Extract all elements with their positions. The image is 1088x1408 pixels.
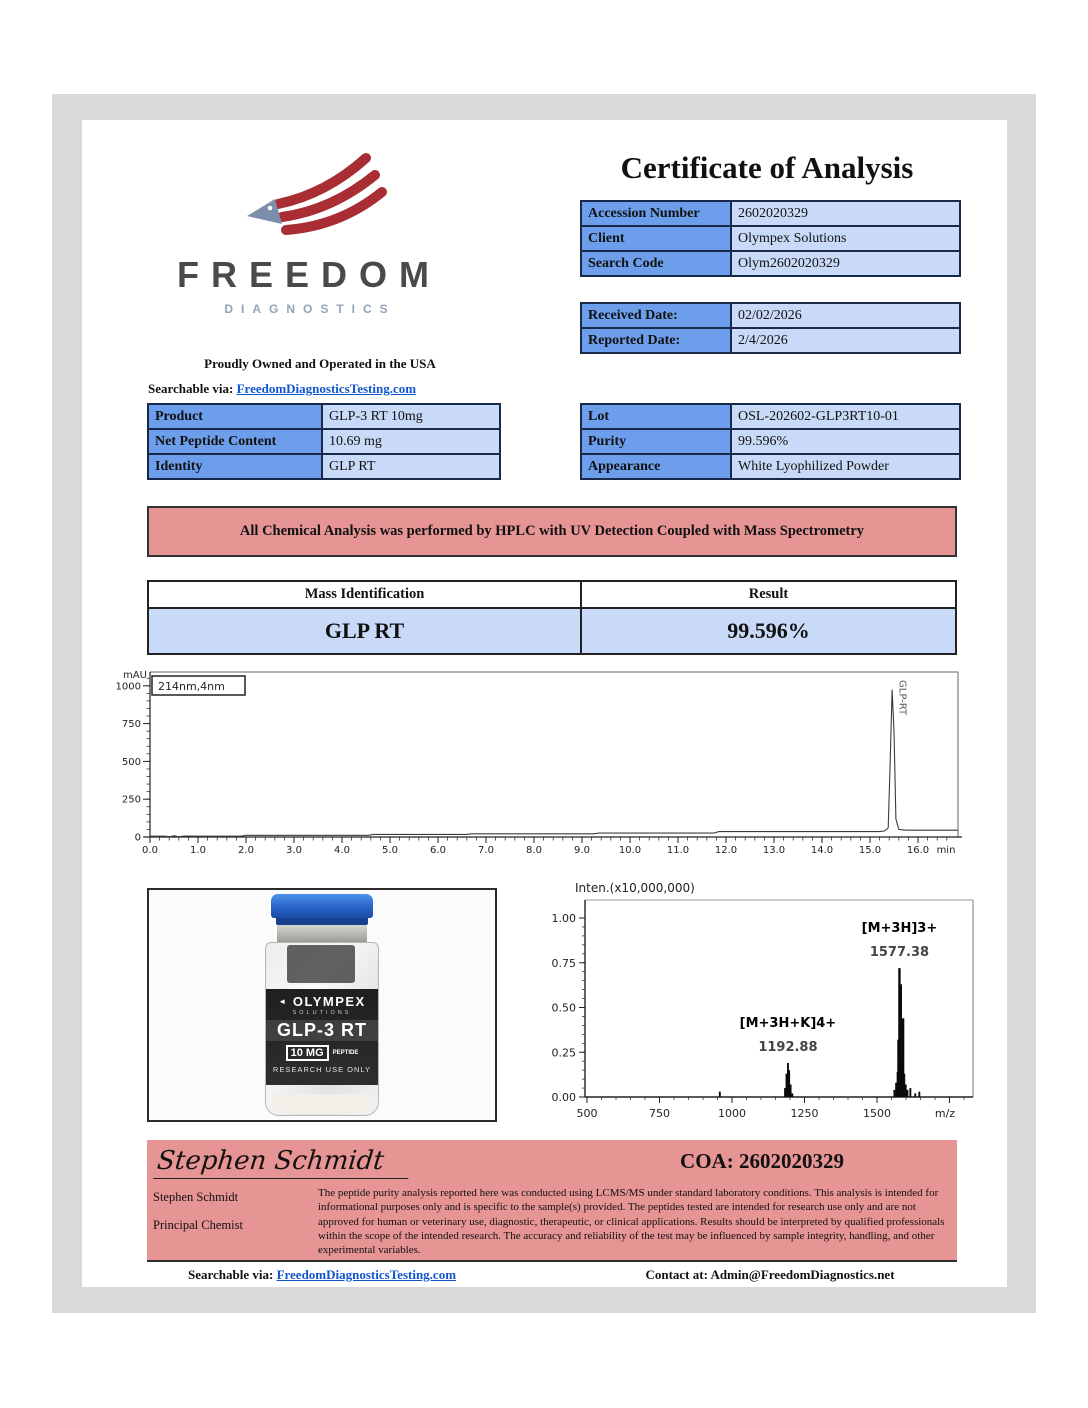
row-label: Purity [582, 430, 732, 453]
footer-contact: Contact at: Admin@FreedomDiagnostics.net [645, 1267, 895, 1282]
vial-product-name: GLP-3 RT [266, 1020, 378, 1041]
vial-body [265, 942, 379, 1116]
product-vial-photo [147, 888, 497, 1122]
table-row [149, 453, 499, 478]
row-value: GLP-3 RT 10mg [323, 405, 499, 428]
svg-text:m/z: m/z [934, 1107, 956, 1120]
vial-brand-mark-icon: ◄ [278, 997, 288, 1006]
logo-brand-text: FREEDOM [177, 254, 441, 295]
vial [264, 894, 380, 1120]
row-label: Reported Date: [582, 329, 732, 352]
eagle-flag-logo-icon [234, 150, 404, 255]
signature-script: Stephen Schmidt [153, 1146, 411, 1179]
vial-dose-row [266, 1045, 378, 1061]
table-row [582, 327, 959, 352]
method-banner [147, 506, 957, 557]
svg-text:500: 500 [121, 756, 141, 768]
row-label: Product [149, 405, 323, 428]
footer-searchable-link[interactable]: FreedomDiagnosticsTesting.com [276, 1267, 457, 1282]
svg-text:5.0: 5.0 [382, 845, 398, 856]
result-mass-value: GLP RT [149, 609, 582, 653]
svg-text:1500: 1500 [863, 1107, 891, 1120]
result-data-row [149, 609, 955, 653]
svg-text:16.0: 16.0 [906, 845, 930, 856]
row-label: Accession Number [582, 202, 732, 225]
vial-brand: ◄ OLYMPEX [278, 994, 366, 1009]
mass-spectrum-chart [540, 880, 985, 1125]
result-header-result: Result [748, 586, 789, 602]
result-header-row [149, 582, 955, 609]
vial-cap-rim [276, 918, 368, 925]
svg-text:1.0: 1.0 [190, 845, 206, 856]
svg-text:min: min [936, 845, 956, 856]
vial-dose: 10 MG [286, 1045, 329, 1061]
vial-type: PEPTIDE [332, 1050, 359, 1056]
page-title: Certificate of Analysis [620, 150, 914, 185]
signer-name: Stephen Schmidt [153, 1190, 239, 1204]
svg-text:GLP-RT: GLP-RT [896, 680, 908, 716]
svg-text:10.0: 10.0 [618, 845, 642, 856]
row-value: Olympex Solutions [732, 227, 959, 250]
table-row [149, 405, 499, 428]
svg-text:750: 750 [121, 719, 141, 731]
vial-powder [272, 1094, 372, 1114]
svg-text:500: 500 [576, 1107, 598, 1120]
vial-cap [271, 894, 373, 918]
row-label: Net Peptide Content [149, 430, 323, 453]
vial-stopper [287, 945, 355, 983]
svg-text:750: 750 [649, 1107, 670, 1120]
vial-brand-sub: SOLUTIONS [292, 1010, 352, 1016]
svg-text:7.0: 7.0 [478, 845, 494, 856]
row-value: 02/02/2026 [732, 304, 959, 327]
row-value: 99.596% [732, 430, 959, 453]
svg-text:9.0: 9.0 [574, 845, 590, 856]
table-row [582, 428, 959, 453]
row-label: Lot [582, 405, 732, 428]
vial-research-note: RESEARCH USE ONLY [272, 1065, 372, 1074]
row-label: Search Code [582, 252, 732, 275]
table-row [149, 428, 499, 453]
svg-text:Inten.(x10,000,000): Inten.(x10,000,000) [575, 881, 695, 895]
svg-text:2.0: 2.0 [238, 845, 254, 856]
tagline-text: Proudly Owned and Operated in the USA [204, 356, 436, 371]
footer-searchable-label: Searchable via: [187, 1267, 274, 1282]
svg-text:1192.88: 1192.88 [758, 1039, 818, 1055]
row-label: Received Date: [582, 304, 732, 327]
table-row [582, 304, 959, 327]
logo-sub-text: DIAGNOSTICS [224, 302, 396, 316]
mass-identification-table [147, 580, 957, 655]
svg-text:4.0: 4.0 [334, 845, 350, 856]
searchable-line [148, 381, 416, 397]
svg-text:mAU: mAU [123, 670, 147, 681]
row-value: White Lyophilized Powder [732, 455, 959, 478]
row-value: 2602020329 [732, 202, 959, 225]
signature-block [147, 1140, 957, 1262]
dates-table [580, 302, 961, 354]
svg-text:214nm,4nm: 214nm,4nm [158, 680, 225, 693]
svg-text:[M+3H]3+: [M+3H]3+ [861, 921, 938, 937]
row-label: Identity [149, 455, 323, 478]
hplc-chromatogram [100, 668, 980, 868]
svg-text:12.0: 12.0 [714, 845, 738, 856]
searchable-label: Searchable via: [148, 381, 234, 396]
certificate-page [82, 120, 1007, 1287]
vial-crimp-band [277, 925, 367, 942]
searchable-link[interactable]: FreedomDiagnosticsTesting.com [236, 381, 417, 396]
svg-text:1250: 1250 [790, 1107, 819, 1120]
svg-text:0.75: 0.75 [551, 956, 576, 970]
svg-text:0.50: 0.50 [551, 1001, 576, 1015]
svg-text:13.0: 13.0 [762, 845, 786, 856]
svg-text:11.0: 11.0 [666, 845, 690, 856]
svg-text:1000: 1000 [115, 681, 141, 693]
method-banner-text: All Chemical Analysis was performed by HPLC with UV Detection Coupled with Mass Spectrometry [239, 523, 865, 539]
svg-text:0: 0 [134, 832, 141, 844]
row-label: Client [582, 227, 732, 250]
table-row [582, 405, 959, 428]
coa-number: COA: 2602020329 [680, 1149, 844, 1173]
svg-text:14.0: 14.0 [810, 845, 834, 856]
vial-label [266, 989, 378, 1085]
svg-text:1.00: 1.00 [551, 912, 576, 925]
row-value: 2/4/2026 [732, 329, 959, 352]
svg-text:0.25: 0.25 [551, 1046, 576, 1060]
svg-text:8.0: 8.0 [526, 845, 542, 856]
table-row [582, 202, 959, 225]
svg-text:6.0: 6.0 [430, 845, 446, 856]
row-value: OSL-202602-GLP3RT10-01 [732, 405, 959, 428]
svg-text:0.0: 0.0 [142, 845, 158, 856]
svg-text:0.00: 0.00 [551, 1091, 576, 1104]
svg-text:1000: 1000 [718, 1107, 746, 1120]
svg-text:1577.38: 1577.38 [869, 945, 930, 961]
table-row [582, 250, 959, 275]
result-header-mass: Mass Identification [149, 582, 582, 607]
lot-table [580, 403, 961, 480]
svg-text:250: 250 [121, 794, 141, 806]
table-row [582, 453, 959, 478]
accession-table [580, 200, 961, 277]
result-purity-value: 99.596% [727, 618, 810, 643]
svg-text:[M+3H+K]4+: [M+3H+K]4+ [739, 1015, 837, 1031]
svg-text:3.0: 3.0 [286, 845, 302, 856]
page-background-mat [52, 94, 1036, 1313]
row-value: 10.69 mg [323, 430, 499, 453]
table-row [582, 225, 959, 250]
row-value: Olym2602020329 [732, 252, 959, 275]
product-table [147, 403, 501, 480]
disclaimer-text: The peptide purity analysis reported here was conducted using LCMS/MS under standard laboratory conditions. This analysis is intended for informational purposes only and is specific to the sample(s) provided. The peptides tested are intended for research use only and are not approved for human or veterinary use, diagnostic, therapeutic, or clinical applications. Results should be interpreted by qualified professionals within the scope of the intended research. The accuracy and reliability of the test may be influenced by sample integrity, handling, and other experimental variables. [318, 1187, 945, 1257]
row-value: GLP RT [323, 455, 499, 478]
footer-searchable [152, 1267, 492, 1283]
signer-title: Principal Chemist [153, 1218, 243, 1232]
row-label: Appearance [582, 455, 732, 478]
svg-text:15.0: 15.0 [858, 845, 882, 856]
